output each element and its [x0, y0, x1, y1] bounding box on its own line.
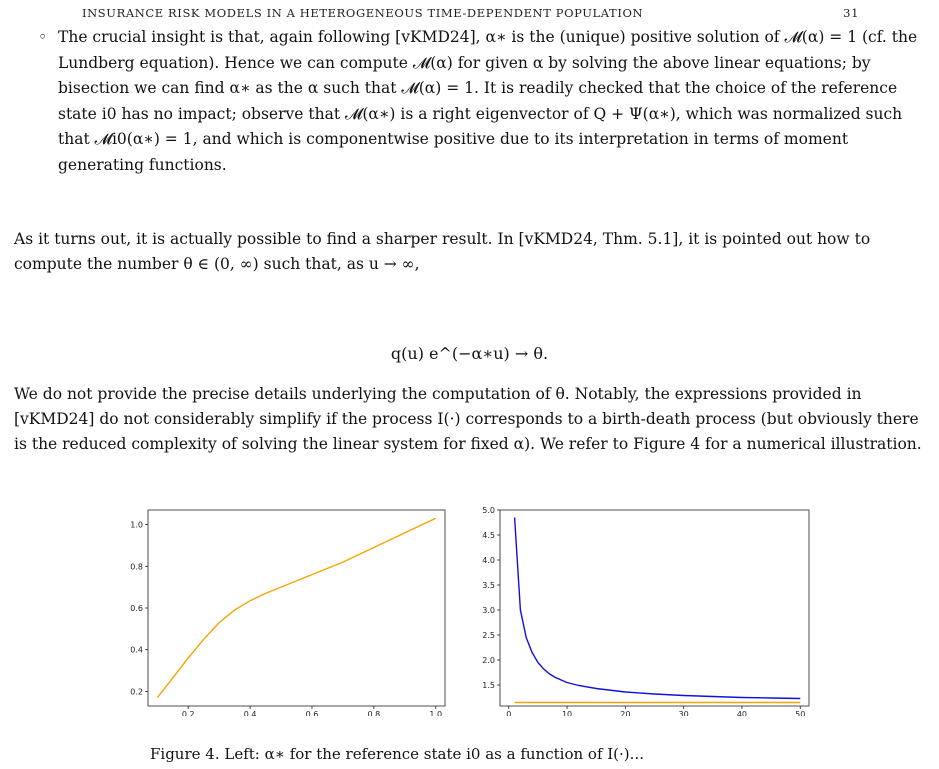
y-tick-label: 4.5	[482, 531, 495, 540]
right-chart-svg	[474, 506, 819, 716]
x-tick-label: 30	[678, 710, 689, 716]
plot-frame	[500, 510, 809, 706]
y-tick-label: 0.4	[130, 645, 143, 655]
y-tick-label: 3.5	[482, 581, 495, 590]
x-tick-label: 0.4	[243, 710, 257, 716]
y-tick-label: 4.0	[482, 556, 495, 565]
x-tick-label: 0.2	[181, 710, 195, 716]
paragraph-sharper-result: As it turns out, it is actually possible to find a sharper result. In [vKMD24, Thm. 5.1], it is pointed out how to compute the number θ ∈ (0, ∞) such that, as u → ∞,	[14, 230, 871, 273]
plot-frame	[148, 510, 445, 706]
y-tick-label: 1.0	[130, 520, 143, 530]
bullet-marker: ◦	[38, 28, 48, 46]
right-chart	[474, 506, 819, 720]
y-tick-label: 0.6	[130, 604, 143, 613]
x-tick-label: 10	[561, 710, 573, 716]
y-tick-label: 0.2	[130, 687, 143, 697]
series-line-0	[157, 518, 435, 697]
y-tick-label: 5.0	[482, 506, 495, 515]
y-tick-label: 2.0	[482, 656, 495, 665]
bullet-paragraph	[38, 25, 932, 178]
x-tick-label: 0	[506, 710, 512, 716]
series-line-0	[515, 518, 801, 699]
running-header	[82, 6, 859, 20]
figure-caption: Figure 4. Left: α∗ for the reference state i0 as a function of I(·)...	[150, 745, 644, 763]
y-tick-label: 2.5	[482, 631, 495, 640]
x-tick-label: 0.6	[305, 710, 319, 716]
x-tick-label: 20	[620, 710, 631, 716]
x-tick-label: 50	[795, 710, 806, 716]
y-tick-label: 3.0	[482, 606, 495, 615]
left-chart	[110, 506, 455, 720]
y-tick-label: 1.5	[482, 681, 495, 690]
x-tick-label: 1.0	[429, 710, 443, 716]
header-title: INSURANCE RISK MODELS IN A HETEROGENEOUS TIME-DEPENDENT POPULATION	[82, 6, 644, 20]
x-tick-label: 0.8	[367, 710, 381, 716]
bullet-text: The crucial insight is that, again following [vKMD24], α∗ is the (unique) positive solution of 𝓜(α) = 1 (cf. the Lundberg equation). Hence we can compute 𝓜(α) for given α by solving the above linear equations; by bisection we can find α∗ as the α such that 𝓜(α) = 1. It is readily checked that the choice of the reference state i0 has no impact; observe that 𝓜(α∗) is a right eigenvector of Q + Ψ(α∗), which was normalized such that 𝓜i0(α∗) = 1, and which is componentwise positive due to its interpretation in terms of moment generating functions.	[58, 28, 918, 174]
x-tick-label: 40	[736, 710, 748, 716]
display-equation: q(u) e^(−α∗u) → θ.	[390, 344, 549, 363]
paragraph-details: We do not provide the precise details underlying the computation of θ. Notably, the expressions provided in [vKMD24] do not considerably simplify if the process I(·) corresponds to a birth-death process (but obviously there is the reduced complexity of solving the linear system for fixed α). We refer to Figure 4 for a numerical illustration.	[14, 385, 922, 453]
y-tick-label: 0.8	[130, 562, 143, 572]
left-chart-svg	[110, 506, 455, 716]
page-number: 31	[843, 6, 859, 20]
